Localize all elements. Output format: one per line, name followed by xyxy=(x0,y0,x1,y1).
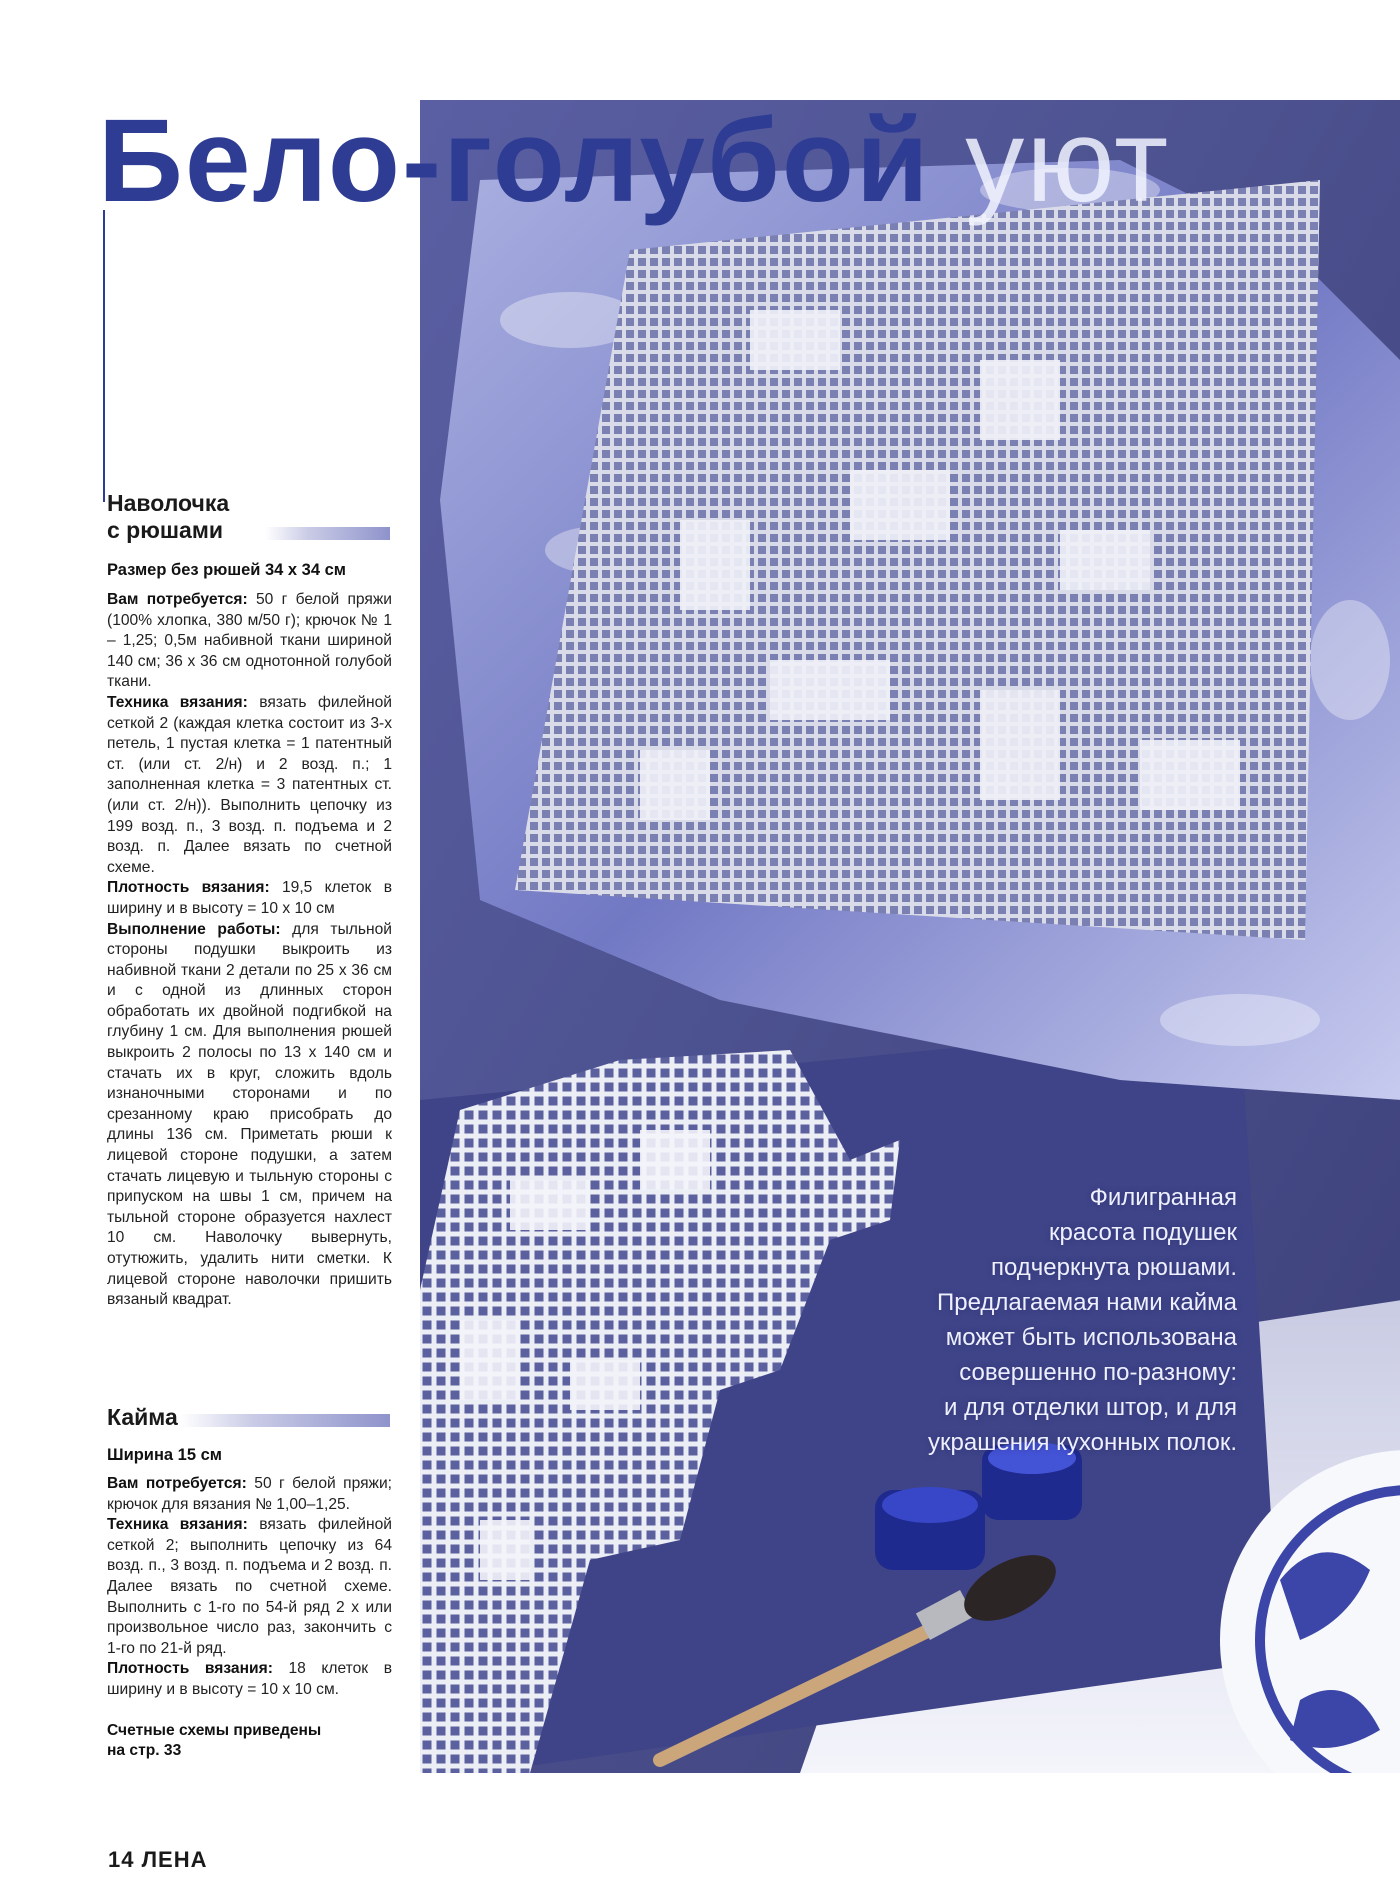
caption-line: совершенно по-разному: xyxy=(959,1359,1237,1386)
needs-label: Вам потребуется: xyxy=(107,591,248,608)
vertical-rule xyxy=(103,210,105,502)
section1-needs xyxy=(107,590,392,693)
photo-illustration xyxy=(420,100,1400,1773)
section1-density xyxy=(107,878,392,919)
section2-note xyxy=(107,1721,392,1762)
caption-line: может быть использована xyxy=(945,1324,1237,1351)
technique-label: Техника вязания: xyxy=(107,1516,248,1534)
page-footer xyxy=(108,1847,208,1873)
density-text: 18 клеток в ширину и в высоту = 10 х 10 см. xyxy=(107,1660,392,1698)
technique-text: вязать филейной сеткой 2 (каждая клетка состоит из 3-х петель, 1 пустая клетка = 1 патентный ст. (или ст. 2/н) и 2 возд. п.; 1 заполненная клетка = 3 патентных ст. (или ст. 2/н)). Выполнить цепочку из 199 возд. п., 3 возд. п. подъема и 2 возд. п. Далее вязать по счетной схеме. xyxy=(107,693,393,876)
section1-title-line1: Наволочка xyxy=(107,490,230,516)
magazine-name: ЛЕНА xyxy=(141,1847,208,1872)
caption-line: и для отделки штор, и для xyxy=(944,1394,1237,1421)
section1-work xyxy=(107,920,392,1311)
caption-line: Предлагаемая нами кайма xyxy=(936,1289,1237,1316)
section1-size: Размер без рюшей 34 х 34 см xyxy=(107,561,347,579)
density-text: 19,5 клеток в ширину и в высоту = 10 х 10 см xyxy=(107,879,392,917)
section2-needs xyxy=(107,1474,392,1515)
section1-title xyxy=(107,490,229,544)
section2-width: Ширина 15 см xyxy=(107,1446,222,1464)
section2-title: Кайма xyxy=(107,1404,178,1430)
density-label: Плотность вязания: xyxy=(107,879,270,897)
note-line2: на стр. 33 xyxy=(107,1742,182,1760)
title-part-bold: Бело-голубой xyxy=(98,95,931,227)
section2-technique xyxy=(107,1515,392,1659)
needs-label: Вам потребуется: xyxy=(107,1475,247,1492)
caption-line: Филигранная xyxy=(1089,1184,1237,1211)
needs-text: 50 г белой пряжи; крючок для вязания № 1,00–1,25. xyxy=(107,1475,392,1513)
photo-caption xyxy=(797,1180,1237,1460)
technique-label: Техника вязания: xyxy=(107,693,248,711)
section1-technique xyxy=(107,693,392,878)
section1-body xyxy=(107,590,392,1311)
density-label: Плотность вязания: xyxy=(107,1660,273,1678)
page-title xyxy=(98,96,1170,226)
work-text: для тыльной стороны подушки выкроить из набивной ткани 2 детали по 25 х 36 см и с одной из длинных сторон обработать их двойной подгибкой на глубину 1 см. Для выполнения рюшей выкроить 2 полосы по 13 х 140 см и стачать их в круг, сложить вдоль изнаночными сторонами и по срезанному краю присобрать до длины 136 см. Приметать рюши к лицевой стороне подушки, а затем стачать лицевую и тыльную стороны с припуском на швы 1 см, причем на тыльной стороне образуется нахлест 10 см. Наволочку вывернуть, отутюжить, удалить нити сметки. К лицевой стороне наволочки пришить вязаный квадрат. xyxy=(107,920,392,1309)
work-label: Выполнение работы: xyxy=(107,920,281,938)
note-line1: Счетные схемы приведены xyxy=(107,1721,322,1739)
caption-line: подчеркнута рюшами. xyxy=(990,1254,1237,1281)
title-underline-bar xyxy=(265,527,390,540)
caption-line: украшения кухонных полок. xyxy=(928,1429,1237,1456)
section2-underline-bar xyxy=(180,1414,390,1427)
section1-title-line2: с рюшами xyxy=(107,517,223,543)
page-number: 14 xyxy=(108,1847,135,1872)
title-part-thin: уют xyxy=(930,95,1171,227)
section2-density xyxy=(107,1659,392,1700)
caption-line: красота подушек xyxy=(1049,1219,1237,1246)
technique-text: вязать филейной сеткой 2; выполнить цепочку из 64 возд. п., 3 возд. п. подъема и 2 возд. п. Далее вязать по счетной схеме. Выполнить с 1-го по 54-й ряд 2 х или произвольное число раз, закончить с 1-го по 21-й ряд. xyxy=(107,1516,393,1657)
section2-body xyxy=(107,1474,392,1762)
cover-photo xyxy=(420,100,1400,1773)
needs-text: 50 г белой пряжи (100% хлопка, 380 м/50 г); крючок № 1 – 1,25; 0,5м набивной ткани шириной 140 см; 36 х 36 см однотонной голубой ткани. xyxy=(107,591,392,691)
